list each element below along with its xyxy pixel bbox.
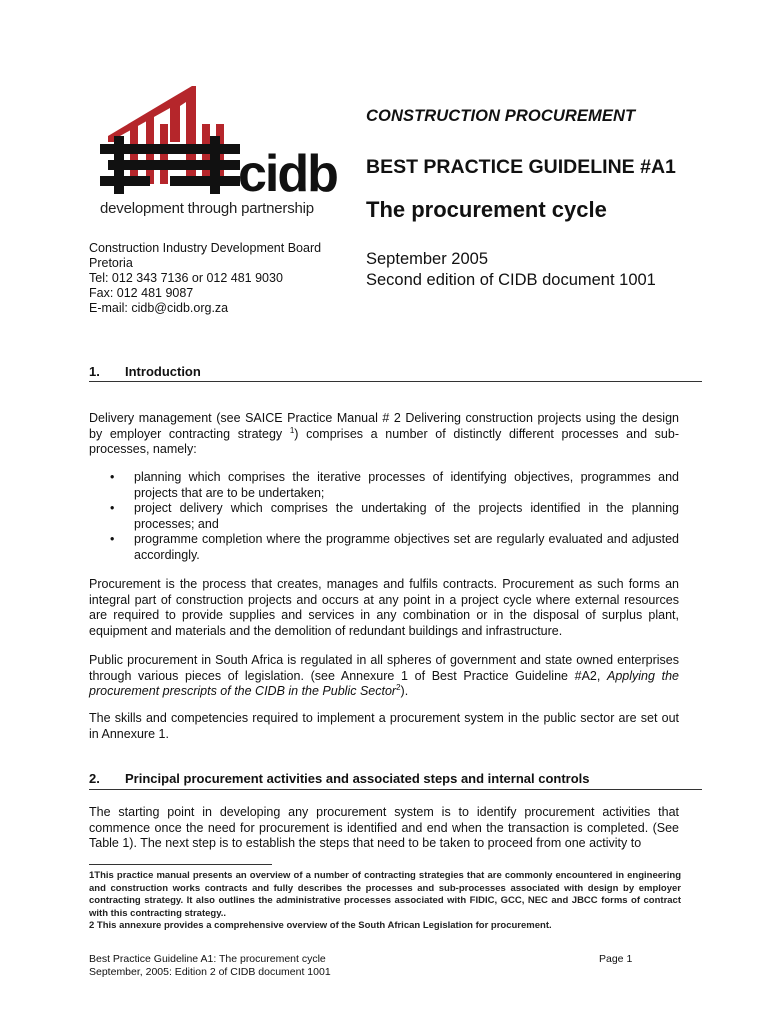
document-title: The procurement cycle: [366, 197, 607, 222]
bullet-icon: •: [110, 470, 115, 484]
logo-wordmark: cidb: [238, 145, 337, 196]
section-2-title: Principal procurement activities and associated steps and internal controls: [125, 771, 590, 786]
public-text-a: Public procurement in South Africa is regulated in all spheres of government and state owned enterprises through various pieces of legislation. (see Annexure 1 of Best Practice Guideline #A2,: [89, 653, 679, 683]
section-2-rule: [89, 789, 702, 790]
contact-email[interactable]: E-mail: cidb@cidb.org.za: [89, 301, 229, 315]
list-item-text: planning which comprises the iterative processes of identifying objectives, programmes and projects that are to be undertaken;: [134, 470, 679, 500]
document-date: September 2005: [366, 250, 489, 268]
footnote-1: 1This practice manual presents an overview of a number of contracting strategies that are commonly encountered in engineering and construction works contracts and fully describes the processes and sub-processes associated with design by employer contracting strategy. It also outlines the administrative processes associated with FIDIC, GCC, NEC and JBCC forms of contract with this contracting strategy..: [89, 870, 681, 919]
logo-bar-5: [114, 136, 124, 194]
bullet-list: [107, 470, 679, 563]
document-edition: Second edition of CIDB document 1001: [366, 271, 656, 289]
footnote-2: 2 This annexure provides a comprehensive overview of the South African Legislation for procurement.: [89, 920, 552, 931]
list-item-text: programme completion where the programme objectives set are regularly evaluated and adjusted accordingly.: [134, 532, 679, 562]
intro-paragraph: [89, 411, 679, 458]
public-procurement-paragraph: [89, 653, 679, 700]
logo-bar-2: [108, 160, 240, 170]
bullet-icon: •: [110, 501, 115, 515]
section-1-title: Introduction: [125, 364, 201, 379]
section-1-rule: [89, 381, 702, 382]
contact-org: Construction Industry Development Board: [89, 241, 322, 255]
footer-line-2: September, 2005: Edition 2 of CIDB document 1001: [89, 966, 331, 978]
section-1-number: 1.: [89, 364, 100, 379]
section-2-number: 2.: [89, 771, 100, 786]
contact-block: [89, 241, 321, 316]
contact-city: Pretoria: [89, 256, 133, 270]
logo-bar-6: [210, 136, 220, 194]
footnotes: [89, 870, 681, 933]
contact-tel: Tel: 012 343 7136 or 012 481 9030: [89, 271, 283, 285]
footnote-ref-1[interactable]: 1: [289, 425, 295, 435]
section-2-paragraph: The starting point in developing any procurement system is to identify procurement activities that commence once the need for procurement is identified and end when the transaction is completed. (See Table 1). The next step is to establish the steps that need to be taken to proceed from one activity to: [89, 805, 679, 850]
list-item: [107, 470, 679, 501]
bullet-icon: •: [110, 532, 115, 546]
list-item: [107, 532, 679, 563]
cidb-logo-graphic: [100, 84, 345, 196]
intro-text-b: ) comprises a number of distinctly different processes and sub-processes, namely:: [89, 426, 679, 456]
logo-bar-4: [170, 176, 240, 186]
contact-fax: Fax: 012 481 9087: [89, 286, 194, 300]
footnote-separator: [89, 864, 272, 865]
logo-tagline: development through partnership: [100, 200, 314, 217]
procurement-paragraph: Procurement is the process that creates, manages and fulfils contracts. Procurement as such forms an integral part of construction projects and occurs at any point in a project cycle where external resources are required to provide supplies and services in any combination or in the disposal of surplus plant, equipment and materials and the demolition of redundant buildings and infrastructure.: [89, 577, 679, 638]
section-1-heading: [89, 364, 201, 379]
footnote-ref-2[interactable]: 2: [396, 683, 401, 692]
page-footer: [89, 953, 331, 979]
document-kicker: CONSTRUCTION PROCUREMENT: [366, 107, 636, 125]
public-text-italic: Applying the procurement prescripts of the CIDB in the Public Sector: [89, 668, 679, 698]
logo-bar-3: [100, 176, 150, 186]
footer-line-1: Best Practice Guideline A1: The procurement cycle: [89, 953, 326, 965]
cidb-logo: [100, 84, 345, 224]
guideline-number: BEST PRACTICE GUIDELINE #A1: [366, 156, 676, 178]
page-number: Page 1: [599, 953, 633, 965]
list-item: [107, 501, 679, 532]
skills-paragraph: The skills and competencies required to implement a procurement system in the public sector are set out in Annexure 1.: [89, 711, 679, 741]
intro-text-a: Delivery management (see SAICE Practice Manual # 2 Delivering construction projects using the design by employer contracting strategy: [89, 411, 679, 441]
public-text-b: ).: [400, 684, 409, 698]
section-2-heading: [89, 771, 590, 786]
list-item-text: project delivery which comprises the undertaking of the projects identified in the planning processes; and: [134, 501, 679, 531]
